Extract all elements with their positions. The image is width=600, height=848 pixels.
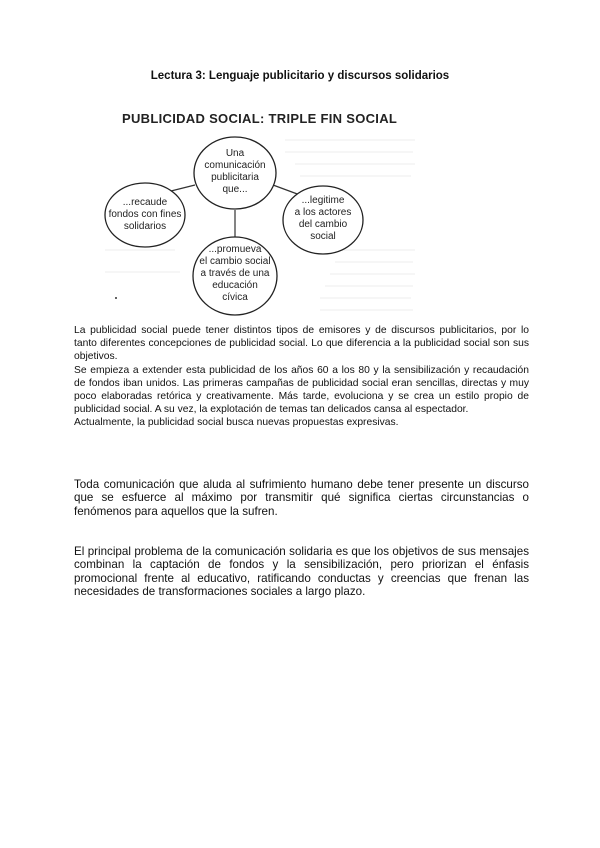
triple-fin-diagram bbox=[95, 100, 425, 325]
body-paragraph-2: Se empieza a extender esta publicidad de los años 60 a los 80 y la sensibilización y recaudación de fondos iban unidos. Las primeras campañas de publicidad social eran sencillas, directas y muy poco elaboradas retórica y creativamente. Más tarde, evoluciona y se crea un estilo propio de publicidad social. A su vez, la explotación de temas tan delicados cansa al espectador. bbox=[74, 364, 529, 416]
left-bubble-text bbox=[100, 197, 190, 233]
page-title: Lectura 3: Lenguaje publicitario y discursos solidarios bbox=[150, 70, 450, 82]
bubble-line: cívica bbox=[222, 292, 248, 303]
body-paragraph-3: Actualmente, la publicidad social busca nuevas propuestas expresivas. bbox=[74, 417, 399, 429]
bubble-line: fondos con fines bbox=[108, 209, 182, 220]
body-paragraph-4: Toda comunicación que aluda al sufrimiento humano debe tener presente un discurso que se esfuerce al máximo por transmitir qué significa ciertas circunstancias o fenómenos para aquellos que la sufren. bbox=[74, 478, 529, 518]
bubble-line: a los actores bbox=[294, 207, 352, 218]
bubble-line: comunicación bbox=[204, 160, 266, 171]
bubble-line: solidarios bbox=[123, 221, 167, 232]
diagram-title: PUBLICIDAD SOCIAL: TRIPLE FIN SOCIAL bbox=[122, 111, 398, 126]
bubble-line: ...recaude bbox=[122, 197, 168, 208]
bubble-line: ...legitime bbox=[301, 195, 345, 206]
bubble-line: publicitaria bbox=[211, 172, 259, 183]
body-paragraph-5: El principal problema de la comunicación solidaria es que los objetivos de sus mensajes combinan la captación de fondos y la sensibilización, pero priorizan el énfasis promocional frente al educativo, ratificando conductas y creencias que frenan las necesidades de transformaciones sociales a largo plazo. bbox=[74, 545, 529, 599]
bubble-line: social bbox=[310, 231, 336, 242]
bubble-line: a través de una bbox=[200, 268, 270, 279]
bubble-line: del cambio bbox=[298, 219, 348, 230]
center-bubble-text bbox=[199, 148, 271, 196]
stray-dot bbox=[115, 297, 117, 299]
bubble-line: que... bbox=[222, 184, 248, 195]
body-paragraph-1: La publicidad social puede tener distintos tipos de emisores y de discursos publicitarios, por lo tanto diferentes concepciones de publicidad social. Lo que diferencia a la publicidad social son sus objetivos. bbox=[74, 325, 529, 363]
body-intro-block bbox=[74, 324, 529, 430]
bottom-bubble-text bbox=[193, 244, 277, 304]
right-bubble-text bbox=[285, 195, 361, 243]
bubble-line: Una bbox=[225, 148, 245, 159]
bubble-line: ...promueva bbox=[208, 244, 262, 255]
bubble-line: el cambio social bbox=[199, 256, 271, 267]
bubble-line: educación bbox=[212, 280, 258, 291]
